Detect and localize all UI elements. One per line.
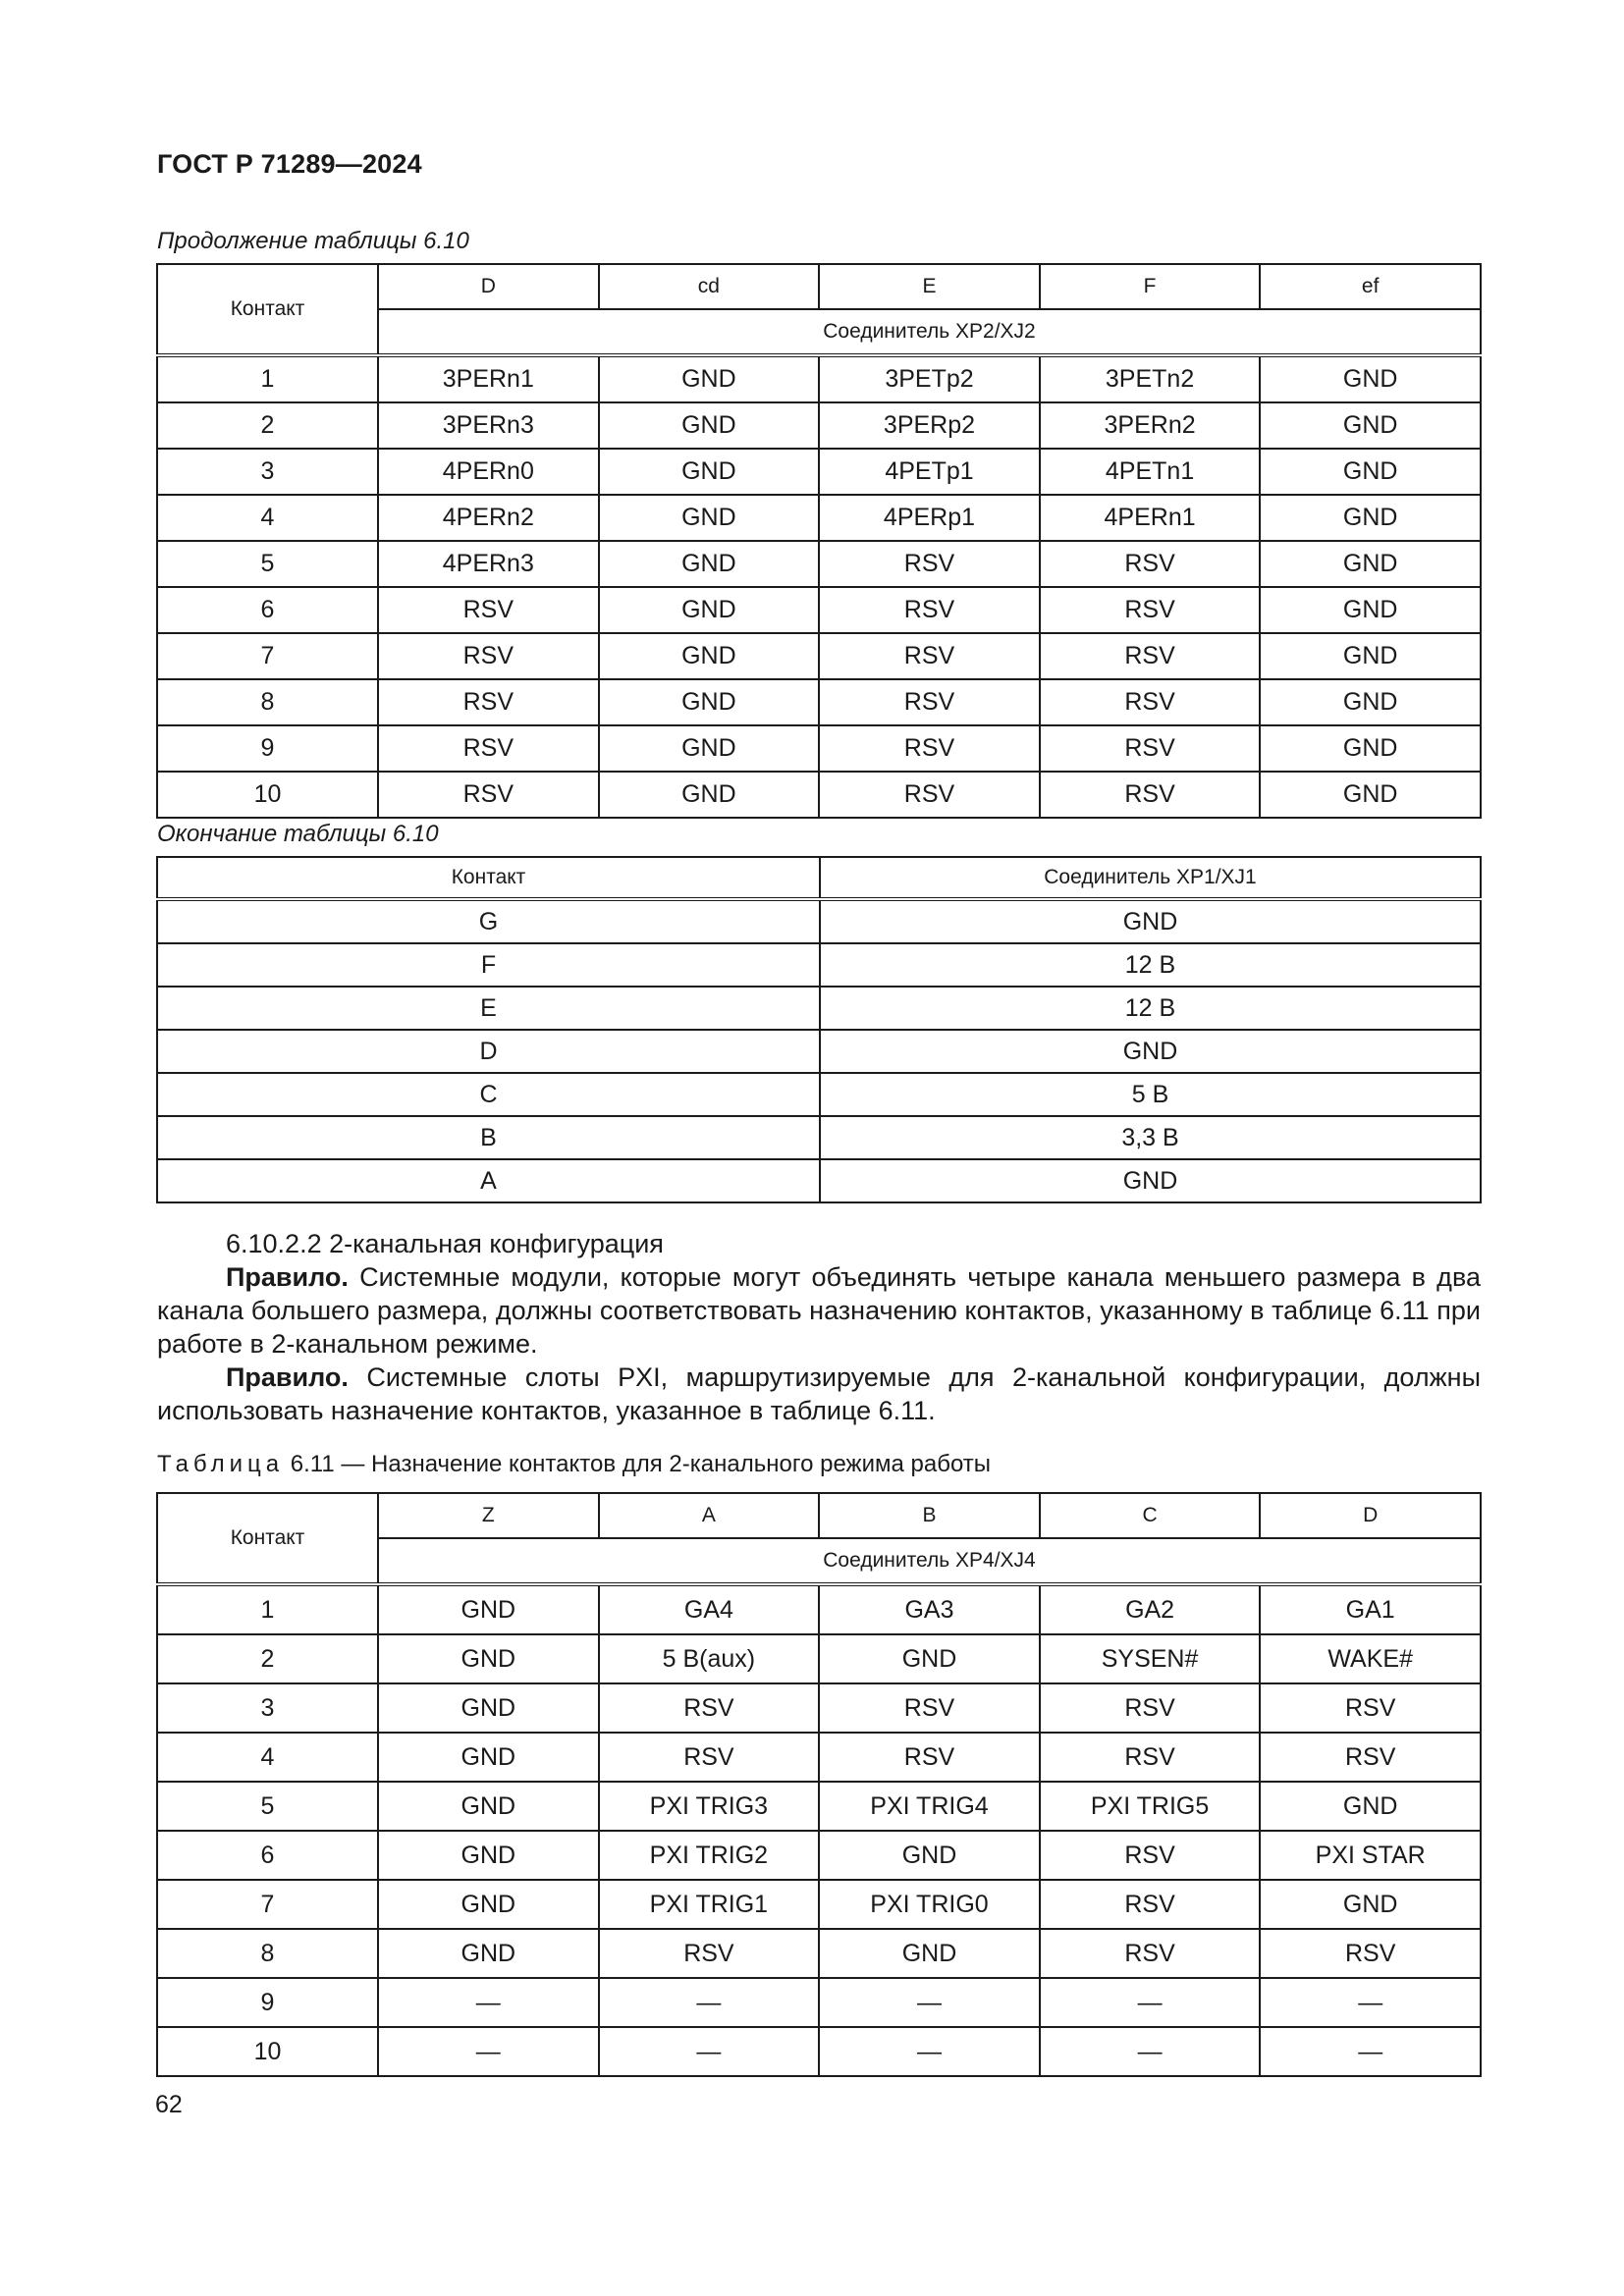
table-cell: GA1 (1260, 1584, 1481, 1634)
table-cell: GA3 (819, 1584, 1040, 1634)
table-cell: 4PERn2 (378, 495, 599, 541)
table-6-11 (156, 1492, 1482, 2077)
table-row (157, 355, 1481, 402)
table-row (157, 402, 1481, 449)
connector-header: Соединитель XP1/XJ1 (820, 857, 1481, 899)
table-cell: 3PETn2 (1040, 355, 1261, 402)
table-cell: 4PERp1 (819, 495, 1040, 541)
rule-paragraph-2 (157, 1361, 1481, 1427)
table-cell: GND (599, 495, 820, 541)
table-caption-text: 6.11 — Назначение контактов для 2-канального режима работы (284, 1451, 992, 1477)
table-cell: 2 (157, 1634, 378, 1683)
table-cell: F (157, 943, 820, 987)
table-cell: — (1040, 1978, 1261, 2027)
table-cell: 2 (157, 402, 378, 449)
table-cell: 1 (157, 355, 378, 402)
table-cell: GND (1260, 772, 1481, 818)
table-cell: GND (1260, 633, 1481, 679)
table-cell: GND (1260, 725, 1481, 772)
table-cell: 3,3 В (820, 1116, 1481, 1159)
table-cell: GND (820, 1159, 1481, 1202)
table-cell: — (1260, 1978, 1481, 2027)
table-row (157, 1978, 1481, 2027)
table-cell: RSV (1040, 541, 1261, 587)
table-cell: GND (599, 402, 820, 449)
table-cell: RSV (819, 679, 1040, 725)
table-cell: 4PETn1 (1040, 449, 1261, 495)
table-cell: PXI TRIG1 (599, 1880, 820, 1929)
rule-text: Системные слоты PXI, маршрутизируемые для 2-канальной конфигурации, должны использовать назначение контактов, указанное в таблице 6.11. (157, 1362, 1481, 1425)
table-cell: RSV (1040, 587, 1261, 633)
table-row (157, 725, 1481, 772)
table-cell: 5 (157, 541, 378, 587)
table-cell: — (378, 2027, 599, 2076)
contact-header: Контакт (157, 857, 820, 899)
section-heading: 6.10.2.2 2-канальная конфигурация (226, 1229, 664, 1258)
contact-header: Контакт (157, 264, 378, 355)
table-cell: RSV (378, 772, 599, 818)
table-cell: GND (1260, 402, 1481, 449)
table-cell: 4PERn0 (378, 449, 599, 495)
table-cell: 3PETp2 (819, 355, 1040, 402)
table-row (157, 899, 1481, 943)
table-cell: RSV (1040, 725, 1261, 772)
table-cell: 10 (157, 772, 378, 818)
table-cell: D (157, 1030, 820, 1073)
table-cell: — (1260, 2027, 1481, 2076)
table-row (157, 449, 1481, 495)
table-row (157, 495, 1481, 541)
table-cell: 3PERp2 (819, 402, 1040, 449)
table-cell: GND (378, 1880, 599, 1929)
table-caption-word: Таблица (157, 1451, 285, 1477)
table-cell: 8 (157, 679, 378, 725)
table-cell: RSV (1260, 1733, 1481, 1782)
table-cell: SYSEN# (1040, 1634, 1261, 1683)
table-cell: 7 (157, 633, 378, 679)
table-cell: — (378, 1978, 599, 2027)
table-row (157, 633, 1481, 679)
table-cell: RSV (1040, 679, 1261, 725)
page-number: 62 (155, 2091, 183, 2118)
table-6-10-cont-caption: Продолжение таблицы 6.10 (157, 228, 469, 254)
table-cell: 9 (157, 1978, 378, 2027)
table-cell: GND (1260, 495, 1481, 541)
table-cell: GND (1260, 355, 1481, 402)
table-cell: — (1040, 2027, 1261, 2076)
table-cell: GND (820, 899, 1481, 943)
table-cell: B (157, 1116, 820, 1159)
table-cell: 10 (157, 2027, 378, 2076)
table-cell: WAKE# (1260, 1634, 1481, 1683)
table-cell: GND (819, 1929, 1040, 1978)
table-cell: GND (378, 1782, 599, 1831)
table-cell: GND (1260, 1782, 1481, 1831)
table-cell: GND (1260, 541, 1481, 587)
table-cell: — (599, 1978, 820, 2027)
column-header: D (378, 264, 599, 309)
table-row (157, 987, 1481, 1030)
table-cell: GND (378, 1584, 599, 1634)
table-cell: GND (599, 541, 820, 587)
table-row (157, 1584, 1481, 1634)
table-cell: RSV (1040, 1683, 1261, 1733)
column-header: cd (599, 264, 820, 309)
table-row (157, 2027, 1481, 2076)
table-row (157, 587, 1481, 633)
table-row (157, 1733, 1481, 1782)
table-row (157, 772, 1481, 818)
table-cell: RSV (1260, 1683, 1481, 1733)
table-cell: GND (1260, 449, 1481, 495)
table-cell: 3 (157, 1683, 378, 1733)
table-cell: 3PERn1 (378, 355, 599, 402)
table-cell: RSV (378, 725, 599, 772)
table-cell: C (157, 1073, 820, 1116)
table-cell: RSV (378, 679, 599, 725)
table-cell: RSV (1040, 772, 1261, 818)
column-header: ef (1260, 264, 1481, 309)
table-cell: 4PERn3 (378, 541, 599, 587)
table-cell: 6 (157, 587, 378, 633)
table-row (157, 1634, 1481, 1683)
table-row (157, 1073, 1481, 1116)
table-cell: GND (599, 633, 820, 679)
table-cell: RSV (599, 1733, 820, 1782)
table-cell: GA2 (1040, 1584, 1261, 1634)
rule-label: Правило. (226, 1362, 349, 1392)
table-cell: — (599, 2027, 820, 2076)
table-row (157, 1880, 1481, 1929)
table-row (157, 541, 1481, 587)
table-cell: GND (378, 1831, 599, 1880)
table-cell: GND (819, 1831, 1040, 1880)
table-cell: RSV (819, 772, 1040, 818)
table-cell: 4 (157, 495, 378, 541)
table-cell: RSV (1040, 1733, 1261, 1782)
table-cell: PXI TRIG4 (819, 1782, 1040, 1831)
rule-text: Системные модули, которые могут объединять четыре канала меньшего размера в два канала большего размера, должны соответствовать назначению контактов, указанному в таблице 6.11 при работе в 2-канальном режиме. (157, 1262, 1481, 1359)
connector-header: Соединитель XP2/XJ2 (378, 309, 1481, 355)
table-cell: GND (378, 1733, 599, 1782)
table-cell: GND (378, 1683, 599, 1733)
table-row (157, 1159, 1481, 1202)
table-cell: 6 (157, 1831, 378, 1880)
column-header: D (1260, 1493, 1481, 1538)
column-header: E (819, 264, 1040, 309)
contact-header: Контакт (157, 1493, 378, 1584)
table-cell: 4PERn1 (1040, 495, 1261, 541)
table-cell: — (819, 1978, 1040, 2027)
table-cell: RSV (1040, 1880, 1261, 1929)
table-cell: PXI TRIG2 (599, 1831, 820, 1880)
table-cell: RSV (819, 633, 1040, 679)
table-6-10-end-caption: Окончание таблицы 6.10 (157, 821, 439, 847)
table-cell: GND (378, 1634, 599, 1683)
table-cell: RSV (1040, 1831, 1261, 1880)
column-header: A (599, 1493, 820, 1538)
table-6-10-ending (156, 856, 1482, 1203)
table-cell: GND (599, 725, 820, 772)
table-cell: 3 (157, 449, 378, 495)
table-cell: GND (378, 1929, 599, 1978)
table-cell: GA4 (599, 1584, 820, 1634)
table-cell: RSV (819, 1733, 1040, 1782)
table-cell: GND (599, 587, 820, 633)
table-cell: PXI TRIG5 (1040, 1782, 1261, 1831)
column-header: C (1040, 1493, 1261, 1538)
table-cell: GND (819, 1634, 1040, 1683)
table-cell: GND (820, 1030, 1481, 1073)
table-6-11-caption (157, 1451, 991, 1478)
table-cell: GND (599, 355, 820, 402)
table-cell: 12 В (820, 943, 1481, 987)
table-cell: RSV (378, 587, 599, 633)
connector-header: Соединитель XP4/XJ4 (378, 1538, 1481, 1584)
table-cell: 8 (157, 1929, 378, 1978)
table-cell: 9 (157, 725, 378, 772)
table-cell: RSV (1040, 633, 1261, 679)
table-cell: GND (599, 449, 820, 495)
table-6-10-continuation (156, 263, 1482, 819)
table-row (157, 1683, 1481, 1733)
column-header: B (819, 1493, 1040, 1538)
table-row (157, 679, 1481, 725)
table-cell: 7 (157, 1880, 378, 1929)
table-row (157, 943, 1481, 987)
table-cell: PXI STAR (1260, 1831, 1481, 1880)
table-cell: GND (1260, 679, 1481, 725)
column-header: F (1040, 264, 1261, 309)
table-cell: PXI TRIG3 (599, 1782, 820, 1831)
table-cell: 3PERn3 (378, 402, 599, 449)
table-cell: RSV (1260, 1929, 1481, 1978)
table-cell: G (157, 899, 820, 943)
column-header: Z (378, 1493, 599, 1538)
rule-label: Правило. (226, 1262, 349, 1292)
table-row (157, 1116, 1481, 1159)
table-cell: 5 В(aux) (599, 1634, 820, 1683)
table-cell: RSV (819, 541, 1040, 587)
table-cell: RSV (599, 1929, 820, 1978)
table-cell: GND (1260, 587, 1481, 633)
table-row (157, 1782, 1481, 1831)
table-cell: 4PETp1 (819, 449, 1040, 495)
table-cell: 5 (157, 1782, 378, 1831)
table-cell: RSV (819, 1683, 1040, 1733)
table-row (157, 1929, 1481, 1978)
table-cell: GND (599, 679, 820, 725)
table-cell: RSV (599, 1683, 820, 1733)
page-header: ГОСТ Р 71289—2024 (157, 149, 422, 179)
table-cell: 4 (157, 1733, 378, 1782)
table-cell: 3PERn2 (1040, 402, 1261, 449)
table-cell: PXI TRIG0 (819, 1880, 1040, 1929)
table-cell: 1 (157, 1584, 378, 1634)
table-cell: 12 В (820, 987, 1481, 1030)
table-cell: RSV (378, 633, 599, 679)
table-cell: RSV (1040, 1929, 1261, 1978)
table-row (157, 1831, 1481, 1880)
table-cell: A (157, 1159, 820, 1202)
table-cell: 5 В (820, 1073, 1481, 1116)
table-cell: RSV (819, 725, 1040, 772)
table-cell: E (157, 987, 820, 1030)
table-row (157, 1030, 1481, 1073)
table-cell: — (819, 2027, 1040, 2076)
rule-paragraph-1 (157, 1260, 1481, 1361)
table-cell: GND (599, 772, 820, 818)
table-cell: GND (1260, 1880, 1481, 1929)
table-cell: RSV (819, 587, 1040, 633)
